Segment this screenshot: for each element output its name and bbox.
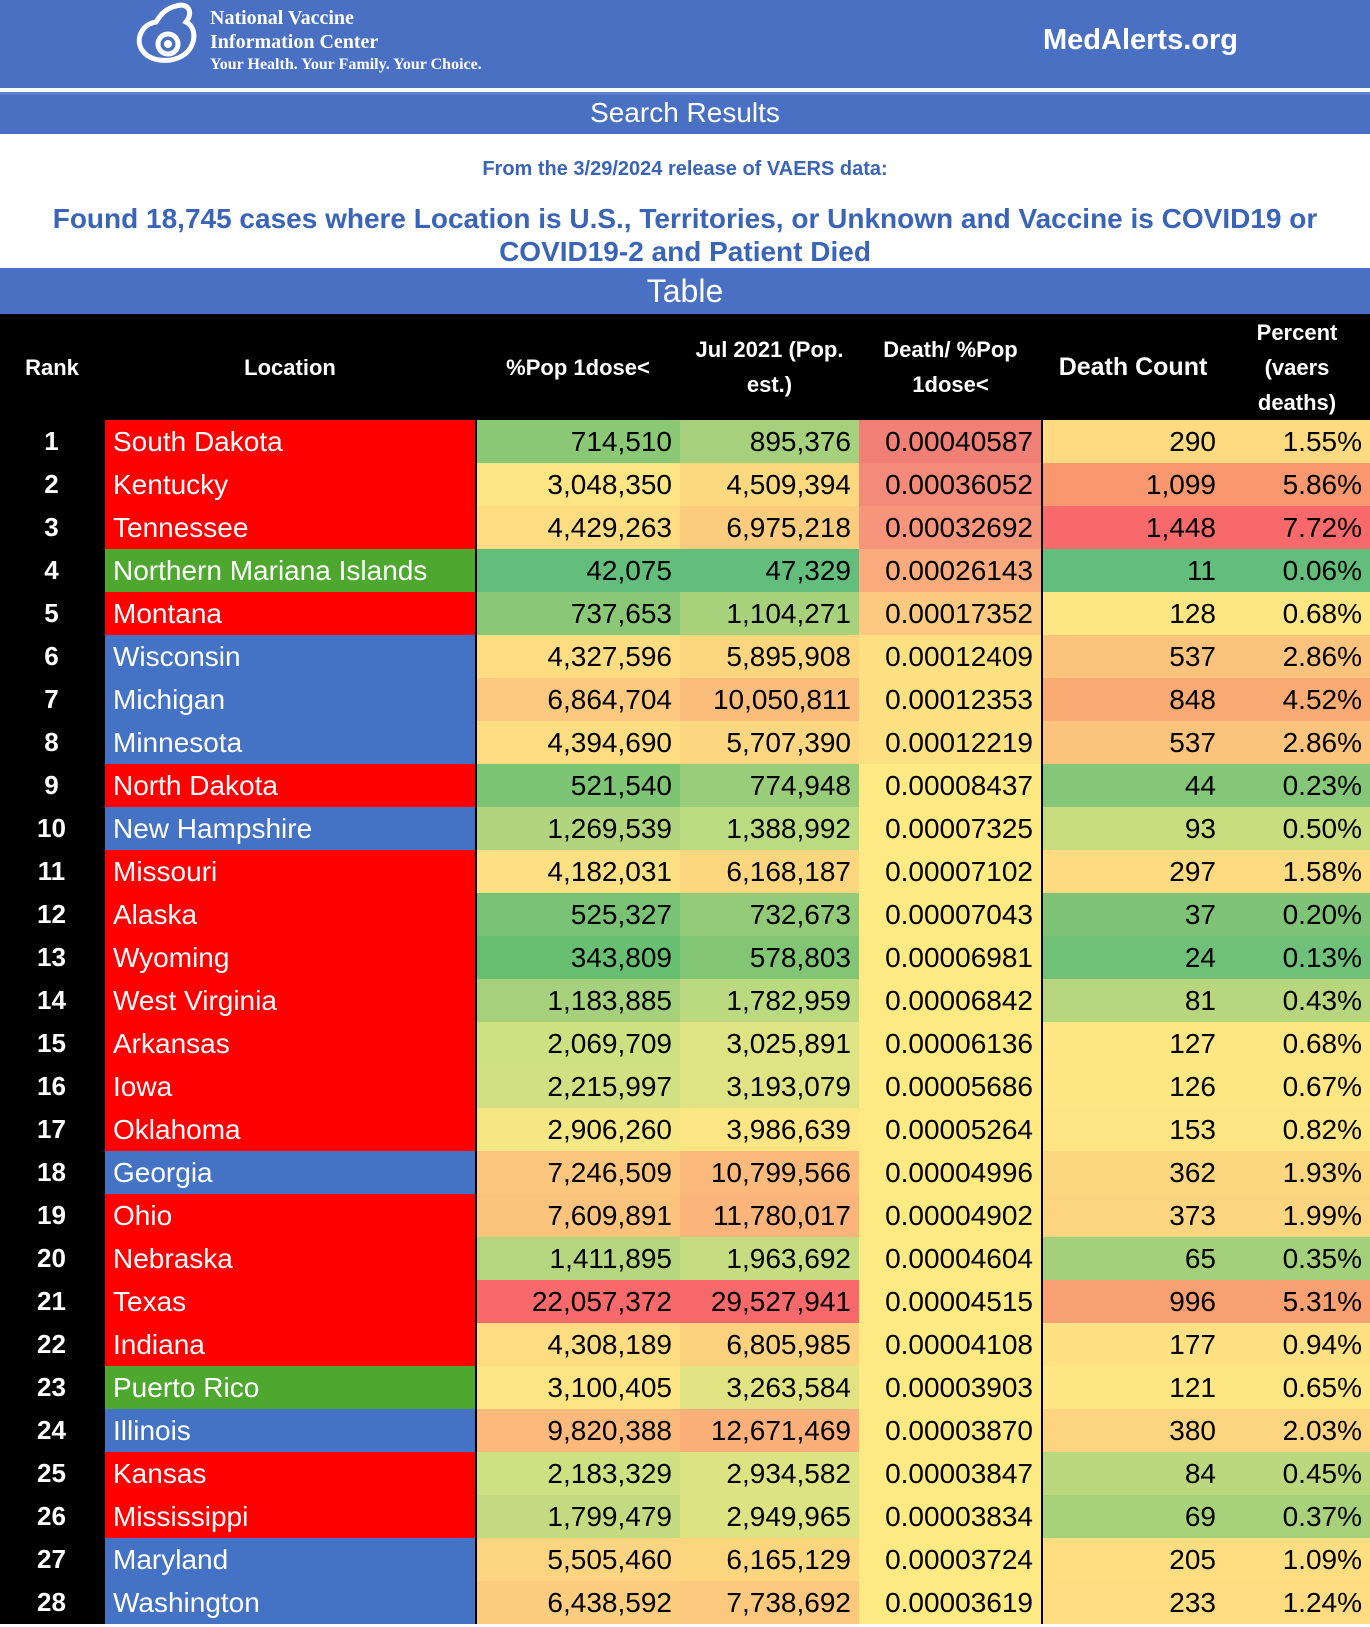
results-table — [0, 314, 1370, 1624]
pop-1dose-cell: 7,609,891 — [476, 1194, 680, 1237]
rank-cell: 28 — [0, 1581, 104, 1624]
pop-1dose-cell: 525,327 — [476, 893, 680, 936]
table-row[interactable] — [0, 1581, 1370, 1624]
pop-est-cell: 3,025,891 — [680, 1022, 859, 1065]
pop-est-cell: 11,780,017 — [680, 1194, 859, 1237]
pop-est-cell: 1,782,959 — [680, 979, 859, 1022]
death-count-cell: 69 — [1042, 1495, 1224, 1538]
location-cell: Washington — [104, 1581, 476, 1624]
death-count-cell: 205 — [1042, 1538, 1224, 1581]
location-cell: Illinois — [104, 1409, 476, 1452]
table-row[interactable] — [0, 1495, 1370, 1538]
pop-est-cell: 6,805,985 — [680, 1323, 859, 1366]
pop-est-cell: 47,329 — [680, 549, 859, 592]
rank-cell: 10 — [0, 807, 104, 850]
death-ratio-cell: 0.00008437 — [859, 764, 1042, 807]
location-cell: Alaska — [104, 893, 476, 936]
rank-cell: 20 — [0, 1237, 104, 1280]
percent-cell: 7.72% — [1224, 506, 1370, 549]
rank-cell: 6 — [0, 635, 104, 678]
death-ratio-cell: 0.00003870 — [859, 1409, 1042, 1452]
pop-1dose-cell: 1,269,539 — [476, 807, 680, 850]
death-count-cell: 380 — [1042, 1409, 1224, 1452]
death-count-cell: 65 — [1042, 1237, 1224, 1280]
rank-cell: 8 — [0, 721, 104, 764]
pop-1dose-cell: 3,100,405 — [476, 1366, 680, 1409]
percent-cell: 0.13% — [1224, 936, 1370, 979]
percent-cell: 0.67% — [1224, 1065, 1370, 1108]
percent-cell: 0.43% — [1224, 979, 1370, 1022]
percent-cell: 0.65% — [1224, 1366, 1370, 1409]
pop-est-cell: 1,963,692 — [680, 1237, 859, 1280]
header-death-per[interactable]: Death/ %Pop 1dose< — [859, 314, 1042, 420]
table-row[interactable] — [0, 1409, 1370, 1452]
percent-cell: 0.82% — [1224, 1108, 1370, 1151]
table-row[interactable] — [0, 635, 1370, 678]
pop-1dose-cell: 4,429,263 — [476, 506, 680, 549]
pop-1dose-cell: 6,438,592 — [476, 1581, 680, 1624]
death-ratio-cell: 0.00003834 — [859, 1495, 1042, 1538]
death-count-cell: 93 — [1042, 807, 1224, 850]
location-cell: Nebraska — [104, 1237, 476, 1280]
death-count-cell: 233 — [1042, 1581, 1224, 1624]
rank-cell: 1 — [0, 420, 104, 463]
rank-cell: 7 — [0, 678, 104, 721]
location-cell: Tennessee — [104, 506, 476, 549]
location-cell: Missouri — [104, 850, 476, 893]
table-row[interactable] — [0, 1280, 1370, 1323]
pop-est-cell: 6,165,129 — [680, 1538, 859, 1581]
rank-cell: 22 — [0, 1323, 104, 1366]
location-cell: Indiana — [104, 1323, 476, 1366]
rank-cell: 21 — [0, 1280, 104, 1323]
death-count-cell: 1,448 — [1042, 506, 1224, 549]
percent-cell: 1.24% — [1224, 1581, 1370, 1624]
table-row[interactable] — [0, 1108, 1370, 1151]
pop-est-cell: 5,895,908 — [680, 635, 859, 678]
pop-est-cell: 3,986,639 — [680, 1108, 859, 1151]
rank-cell: 11 — [0, 850, 104, 893]
percent-cell: 5.31% — [1224, 1280, 1370, 1323]
pop-est-cell: 29,527,941 — [680, 1280, 859, 1323]
death-count-cell: 153 — [1042, 1108, 1224, 1151]
pop-est-cell: 6,168,187 — [680, 850, 859, 893]
rank-cell: 17 — [0, 1108, 104, 1151]
pop-1dose-cell: 5,505,460 — [476, 1538, 680, 1581]
table-row[interactable] — [0, 1237, 1370, 1280]
percent-cell: 0.37% — [1224, 1495, 1370, 1538]
pop-est-cell: 3,263,584 — [680, 1366, 859, 1409]
table-row[interactable] — [0, 1022, 1370, 1065]
death-ratio-cell: 0.00004604 — [859, 1237, 1042, 1280]
location-cell: Michigan — [104, 678, 476, 721]
table-row[interactable] — [0, 420, 1370, 463]
org-line1: National Vaccine — [210, 7, 354, 29]
table-row[interactable] — [0, 893, 1370, 936]
location-cell: Kansas — [104, 1452, 476, 1495]
death-ratio-cell: 0.00006136 — [859, 1022, 1042, 1065]
pop-est-cell: 578,803 — [680, 936, 859, 979]
table-row[interactable] — [0, 463, 1370, 506]
location-cell: Northern Mariana Islands — [104, 549, 476, 592]
death-ratio-cell: 0.00003903 — [859, 1366, 1042, 1409]
location-cell: Kentucky — [104, 463, 476, 506]
death-count-cell: 848 — [1042, 678, 1224, 721]
death-ratio-cell: 0.00036052 — [859, 463, 1042, 506]
death-count-cell: 11 — [1042, 549, 1224, 592]
death-count-cell: 37 — [1042, 893, 1224, 936]
death-count-cell: 81 — [1042, 979, 1224, 1022]
location-cell: Iowa — [104, 1065, 476, 1108]
location-cell: Mississippi — [104, 1495, 476, 1538]
location-cell: West Virginia — [104, 979, 476, 1022]
pop-est-cell: 2,934,582 — [680, 1452, 859, 1495]
pop-est-cell: 2,949,965 — [680, 1495, 859, 1538]
location-cell: Wyoming — [104, 936, 476, 979]
pop-est-cell: 774,948 — [680, 764, 859, 807]
death-ratio-cell: 0.00004996 — [859, 1151, 1042, 1194]
percent-cell: 5.86% — [1224, 463, 1370, 506]
pop-1dose-cell: 1,183,885 — [476, 979, 680, 1022]
pop-1dose-cell: 22,057,372 — [476, 1280, 680, 1323]
rank-cell: 13 — [0, 936, 104, 979]
death-count-cell: 290 — [1042, 420, 1224, 463]
death-ratio-cell: 0.00007102 — [859, 850, 1042, 893]
pop-1dose-cell: 6,864,704 — [476, 678, 680, 721]
pop-est-cell: 7,738,692 — [680, 1581, 859, 1624]
percent-cell: 1.99% — [1224, 1194, 1370, 1237]
pop-1dose-cell: 1,799,479 — [476, 1495, 680, 1538]
table-row[interactable] — [0, 678, 1370, 721]
location-cell: Texas — [104, 1280, 476, 1323]
table-row[interactable] — [0, 764, 1370, 807]
death-count-cell: 127 — [1042, 1022, 1224, 1065]
header-death-count[interactable]: Death Count — [1042, 314, 1224, 420]
pop-1dose-cell: 737,653 — [476, 592, 680, 635]
pop-1dose-cell: 2,183,329 — [476, 1452, 680, 1495]
death-ratio-cell: 0.00005686 — [859, 1065, 1042, 1108]
rank-cell: 26 — [0, 1495, 104, 1538]
pop-est-cell: 6,975,218 — [680, 506, 859, 549]
percent-cell: 2.03% — [1224, 1409, 1370, 1452]
pop-1dose-cell: 1,411,895 — [476, 1237, 680, 1280]
percent-cell: 1.58% — [1224, 850, 1370, 893]
location-cell: Georgia — [104, 1151, 476, 1194]
location-cell: Arkansas — [104, 1022, 476, 1065]
death-count-cell: 537 — [1042, 635, 1224, 678]
pop-1dose-cell: 2,906,260 — [476, 1108, 680, 1151]
location-cell: North Dakota — [104, 764, 476, 807]
location-cell: South Dakota — [104, 420, 476, 463]
death-count-cell: 373 — [1042, 1194, 1224, 1237]
pop-1dose-cell: 2,069,709 — [476, 1022, 680, 1065]
site-link[interactable]: MedAlerts.org — [1043, 24, 1238, 56]
location-cell: New Hampshire — [104, 807, 476, 850]
percent-cell: 2.86% — [1224, 721, 1370, 764]
percent-cell: 2.86% — [1224, 635, 1370, 678]
table-row[interactable] — [0, 1323, 1370, 1366]
rank-cell: 2 — [0, 463, 104, 506]
death-ratio-cell: 0.00026143 — [859, 549, 1042, 592]
pop-1dose-cell: 4,394,690 — [476, 721, 680, 764]
location-cell: Montana — [104, 592, 476, 635]
pop-1dose-cell: 4,308,189 — [476, 1323, 680, 1366]
header-rank[interactable]: Rank — [0, 314, 104, 420]
death-count-cell: 537 — [1042, 721, 1224, 764]
table-row[interactable] — [0, 506, 1370, 549]
death-count-cell: 24 — [1042, 936, 1224, 979]
rank-cell: 4 — [0, 549, 104, 592]
table-row[interactable] — [0, 549, 1370, 592]
death-count-cell: 996 — [1042, 1280, 1224, 1323]
pop-1dose-cell: 3,048,350 — [476, 463, 680, 506]
search-results-bar: Search Results — [0, 92, 1370, 134]
percent-cell: 0.06% — [1224, 549, 1370, 592]
pop-1dose-cell: 9,820,388 — [476, 1409, 680, 1452]
percent-cell: 0.50% — [1224, 807, 1370, 850]
pop-est-cell: 3,193,079 — [680, 1065, 859, 1108]
pop-est-cell: 895,376 — [680, 420, 859, 463]
org-tagline: Your Health. Your Family. Your Choice. — [210, 56, 482, 73]
death-count-cell: 362 — [1042, 1151, 1224, 1194]
percent-cell: 0.68% — [1224, 1022, 1370, 1065]
table-row[interactable] — [0, 936, 1370, 979]
header-percent[interactable]: Percent (vaers deaths) — [1224, 314, 1370, 420]
table-row[interactable] — [0, 592, 1370, 635]
death-count-cell: 121 — [1042, 1366, 1224, 1409]
table-row[interactable] — [0, 979, 1370, 1022]
rank-cell: 27 — [0, 1538, 104, 1581]
percent-cell: 0.23% — [1224, 764, 1370, 807]
location-cell: Wisconsin — [104, 635, 476, 678]
location-cell: Puerto Rico — [104, 1366, 476, 1409]
table-row[interactable] — [0, 807, 1370, 850]
pop-est-cell: 1,104,271 — [680, 592, 859, 635]
death-ratio-cell: 0.00032692 — [859, 506, 1042, 549]
location-cell: Ohio — [104, 1194, 476, 1237]
pop-1dose-cell: 714,510 — [476, 420, 680, 463]
percent-cell: 1.09% — [1224, 1538, 1370, 1581]
location-cell: Minnesota — [104, 721, 476, 764]
death-count-cell: 177 — [1042, 1323, 1224, 1366]
location-cell: Oklahoma — [104, 1108, 476, 1151]
site-header — [0, 0, 1370, 88]
header-jul2021[interactable]: Jul 2021 (Pop. est.) — [680, 314, 859, 420]
table-row[interactable] — [0, 1538, 1370, 1581]
table-row[interactable] — [0, 1151, 1370, 1194]
table-row[interactable] — [0, 721, 1370, 764]
pop-1dose-cell: 42,075 — [476, 549, 680, 592]
rank-cell: 3 — [0, 506, 104, 549]
death-ratio-cell: 0.00012409 — [859, 635, 1042, 678]
percent-cell: 4.52% — [1224, 678, 1370, 721]
death-count-cell: 84 — [1042, 1452, 1224, 1495]
pop-1dose-cell: 4,182,031 — [476, 850, 680, 893]
death-ratio-cell: 0.00004108 — [859, 1323, 1042, 1366]
death-count-cell: 128 — [1042, 592, 1224, 635]
rank-cell: 16 — [0, 1065, 104, 1108]
pop-1dose-cell: 2,215,997 — [476, 1065, 680, 1108]
pop-est-cell: 5,707,390 — [680, 721, 859, 764]
table-row[interactable] — [0, 1366, 1370, 1409]
death-ratio-cell: 0.00003619 — [859, 1581, 1042, 1624]
header-location[interactable]: Location — [104, 314, 476, 420]
death-ratio-cell: 0.00004515 — [859, 1280, 1042, 1323]
rank-cell: 18 — [0, 1151, 104, 1194]
results-summary: Found 18,745 cases where Location is U.S., Territories, or Unknown and Vaccine is COVID19 or COVID19-2 and Patient Died — [52, 203, 1318, 267]
pop-est-cell: 732,673 — [680, 893, 859, 936]
death-ratio-cell: 0.00004902 — [859, 1194, 1042, 1237]
rank-cell: 12 — [0, 893, 104, 936]
death-ratio-cell: 0.00007325 — [859, 807, 1042, 850]
rank-cell: 24 — [0, 1409, 104, 1452]
death-ratio-cell: 0.00003724 — [859, 1538, 1042, 1581]
percent-cell: 1.55% — [1224, 420, 1370, 463]
rank-cell: 15 — [0, 1022, 104, 1065]
pop-1dose-cell: 343,809 — [476, 936, 680, 979]
pop-1dose-cell: 4,327,596 — [476, 635, 680, 678]
death-count-cell: 126 — [1042, 1065, 1224, 1108]
table-title: Table — [0, 268, 1370, 314]
death-count-cell: 44 — [1042, 764, 1224, 807]
death-ratio-cell: 0.00040587 — [859, 420, 1042, 463]
rank-cell: 19 — [0, 1194, 104, 1237]
pop-est-cell: 12,671,469 — [680, 1409, 859, 1452]
death-ratio-cell: 0.00012353 — [859, 678, 1042, 721]
table-header-row — [0, 314, 1370, 420]
header-pop-1dose[interactable]: %Pop 1dose< — [476, 314, 680, 420]
nvic-logo-icon — [132, 0, 204, 74]
table-row[interactable] — [0, 1194, 1370, 1237]
percent-cell: 0.35% — [1224, 1237, 1370, 1280]
death-count-cell: 297 — [1042, 850, 1224, 893]
table-row[interactable] — [0, 1065, 1370, 1108]
rank-cell: 9 — [0, 764, 104, 807]
death-ratio-cell: 0.00005264 — [859, 1108, 1042, 1151]
org-line2: Information Center — [210, 31, 379, 53]
percent-cell: 0.68% — [1224, 592, 1370, 635]
percent-cell: 0.45% — [1224, 1452, 1370, 1495]
pop-1dose-cell: 7,246,509 — [476, 1151, 680, 1194]
rank-cell: 23 — [0, 1366, 104, 1409]
table-row[interactable] — [0, 1452, 1370, 1495]
percent-cell: 1.93% — [1224, 1151, 1370, 1194]
percent-cell: 0.94% — [1224, 1323, 1370, 1366]
org-name[interactable] — [210, 6, 482, 76]
pop-est-cell: 4,509,394 — [680, 463, 859, 506]
table-row[interactable] — [0, 850, 1370, 893]
rank-cell: 14 — [0, 979, 104, 1022]
death-ratio-cell: 0.00012219 — [859, 721, 1042, 764]
rank-cell: 5 — [0, 592, 104, 635]
pop-est-cell: 10,799,566 — [680, 1151, 859, 1194]
death-ratio-cell: 0.00006842 — [859, 979, 1042, 1022]
pop-est-cell: 10,050,811 — [680, 678, 859, 721]
rank-cell: 25 — [0, 1452, 104, 1495]
death-ratio-cell: 0.00006981 — [859, 936, 1042, 979]
death-ratio-cell: 0.00003847 — [859, 1452, 1042, 1495]
percent-cell: 0.20% — [1224, 893, 1370, 936]
death-ratio-cell: 0.00017352 — [859, 592, 1042, 635]
pop-1dose-cell: 521,540 — [476, 764, 680, 807]
death-count-cell: 1,099 — [1042, 463, 1224, 506]
death-ratio-cell: 0.00007043 — [859, 893, 1042, 936]
pop-est-cell: 1,388,992 — [680, 807, 859, 850]
release-note: From the 3/29/2024 release of VAERS data: — [482, 158, 888, 180]
location-cell: Maryland — [104, 1538, 476, 1581]
